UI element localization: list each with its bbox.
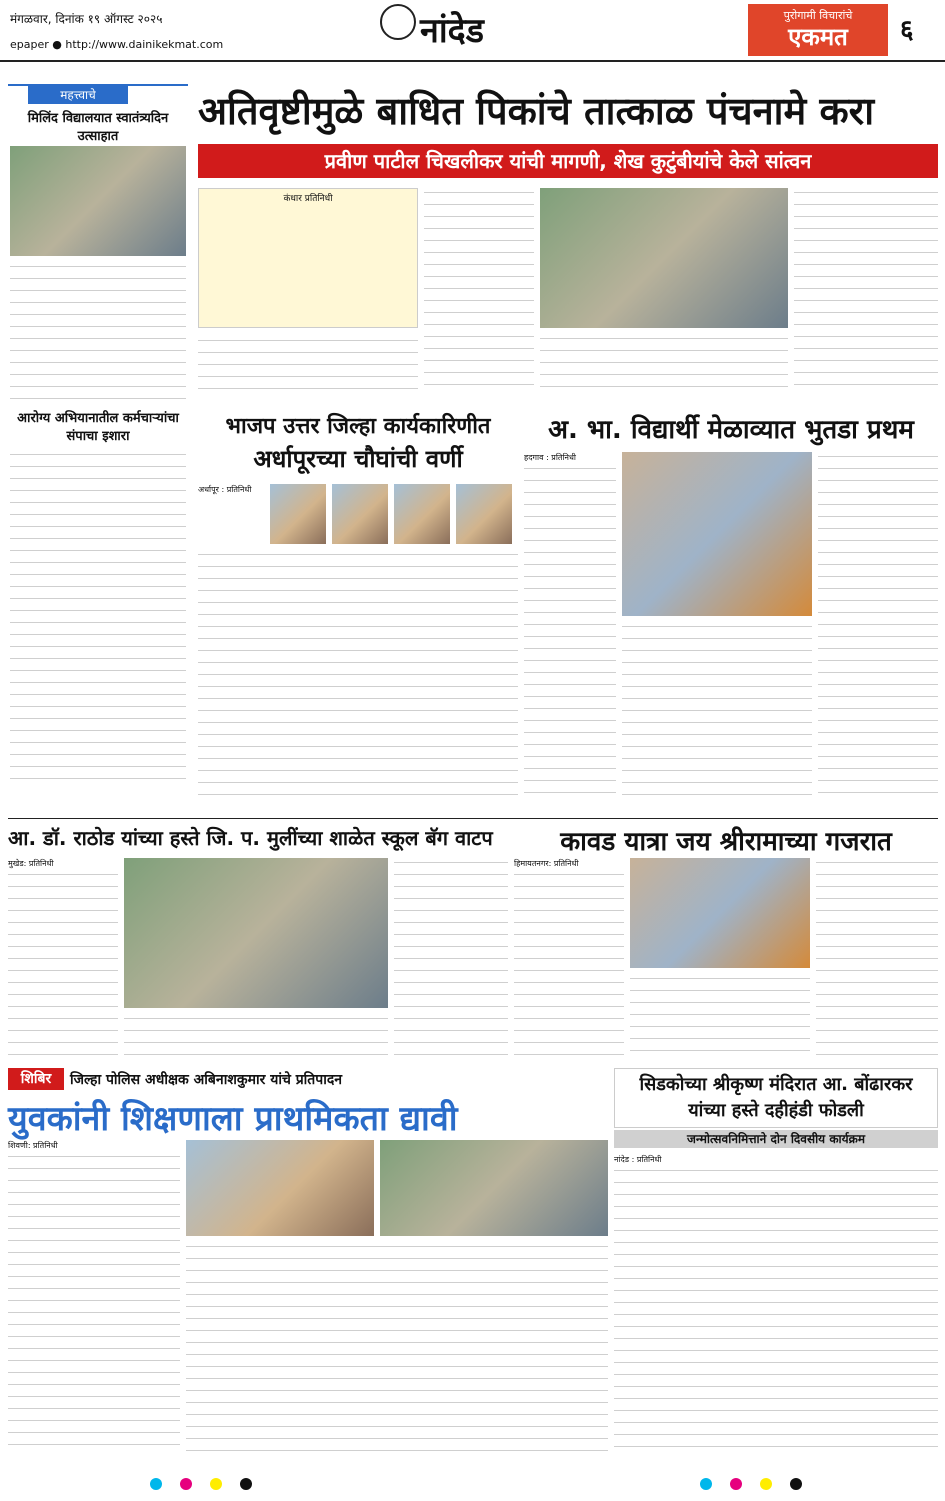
kavad-dateline: हिमायतनगर: प्रतिनिधी <box>514 859 579 868</box>
issue-date: मंगळवार, दिनांक १९ ऑगस्ट २०२५ <box>10 12 163 26</box>
yellow-dot-icon <box>760 1478 772 1490</box>
bjp-body <box>198 550 518 800</box>
camp-headline: युवकांनी शिक्षणाला प्राथमिकता द्यावी <box>8 1099 458 1139</box>
camp-photo-1 <box>186 1140 374 1236</box>
lead-blurb <box>198 188 418 328</box>
portrait-4 <box>456 484 512 544</box>
bag-col2 <box>124 1014 388 1060</box>
magenta-dot-icon <box>180 1478 192 1490</box>
lead-col3 <box>540 334 788 396</box>
epaper-link[interactable]: epaper ● http://www.dainikekmat.com <box>10 38 224 51</box>
magenta-dot-icon <box>730 1478 742 1490</box>
dahi-subhead: जन्मोत्सवनिमित्ताने दोन दिवसीय कार्यक्रम <box>614 1130 938 1148</box>
kavad-photo <box>630 858 810 968</box>
portrait-3 <box>394 484 450 544</box>
lead-subhead: प्रवीण पाटील चिखलीकर यांची मागणी, शेख कुटुंबीयांचे केले सांत्वन <box>198 144 938 178</box>
black-dot-icon <box>790 1478 802 1490</box>
cyan-dot-icon <box>700 1478 712 1490</box>
kavad-col2 <box>630 974 810 1060</box>
quiz-dateline: हदगाव : प्रतिनिधी <box>524 453 576 462</box>
bag-col3 <box>394 858 508 1060</box>
sidebar-story1-title: मिलिंद विद्यालयात स्वातंत्र्यदिन उत्साहात <box>27 111 169 144</box>
lead-dateline: कंधार प्रतिनिधी <box>283 194 333 204</box>
print-registration-strip <box>0 1468 945 1501</box>
section-rule <box>8 818 938 819</box>
dahi-headline-1: सिडकोच्या श्रीकृष्ण मंदिरात आ. बोंढारकर <box>639 1074 913 1095</box>
sidebar-story2-title: आरोग्य अभियानातील कर्मचाऱ्यांचा संपाचा इशारा <box>17 411 179 444</box>
edition-city: नांदेड <box>420 11 484 51</box>
kavad-col3 <box>816 858 938 1060</box>
camp-kicker-line: जिल्हा पोलिस अधीक्षक अबिनाशकुमार यांचे प्रतिपादन <box>70 1072 343 1088</box>
dahi-dateline: नांदेड : प्रतिनिधी <box>614 1155 662 1164</box>
sidebar-photo <box>10 146 186 256</box>
lead-col1 <box>198 336 418 396</box>
camp-dateline: शिवणी: प्रतिनिधी <box>8 1141 58 1150</box>
brand-logo <box>748 4 888 56</box>
bjp-headline-1: भाजप उत्तर जिल्हा कार्यकारिणीत <box>225 414 491 439</box>
dahi-headline-2: यांच्या हस्ते दहीहंडी फोडली <box>688 1100 864 1121</box>
lead-col4 <box>794 188 938 396</box>
page-number: ६ <box>900 15 914 45</box>
bjp-dateline: अर्धापूर : प्रतिनिधी <box>198 485 252 494</box>
brand-tagline: पुरोगामी विचारांचे <box>783 9 853 22</box>
lead-col2 <box>424 188 534 396</box>
bag-photo <box>124 858 388 1008</box>
camp-kicker: शिबिर <box>8 1068 64 1090</box>
quiz-col1 <box>524 464 616 800</box>
sidebar-story2-body <box>10 450 186 790</box>
quiz-headline: अ. भा. विद्यार्थी मेळाव्यात भुतडा प्रथम <box>548 415 914 445</box>
lead-photo <box>540 188 788 328</box>
camp-body <box>186 1242 608 1452</box>
bag-col1 <box>8 870 118 1060</box>
emblem-icon <box>380 4 416 40</box>
sidebar-story1-body <box>10 262 186 402</box>
sidebar-tab: महत्त्वाचे <box>28 86 128 104</box>
cyan-dot-icon <box>150 1478 162 1490</box>
quiz-col3 <box>818 452 938 800</box>
black-dot-icon <box>240 1478 252 1490</box>
kavad-col1 <box>514 870 624 1060</box>
camp-col1 <box>8 1152 180 1452</box>
lead-headline: अतिवृष्टीमुळे बाधित पिकांचे तात्काळ पंचनामे करा <box>198 89 875 133</box>
camp-photo-2 <box>380 1140 608 1236</box>
bag-headline: आ. डॉ. राठोड यांच्या हस्ते जि. प. मुलींच्या शाळेत स्कूल बॅग वाटप <box>8 826 493 850</box>
portrait-1 <box>270 484 326 544</box>
bag-dateline: मुखेड: प्रतिनिधी <box>8 859 54 868</box>
yellow-dot-icon <box>210 1478 222 1490</box>
quiz-col2 <box>622 622 812 800</box>
quiz-photo <box>622 452 812 616</box>
dahi-body <box>614 1166 938 1452</box>
kavad-headline: कावड यात्रा जय श्रीरामाच्या गजरात <box>560 827 892 857</box>
portrait-2 <box>332 484 388 544</box>
bjp-headline-2: अर्धापूरच्या चौघांची वर्णी <box>253 445 463 473</box>
brand-name: एकमत <box>788 23 848 51</box>
